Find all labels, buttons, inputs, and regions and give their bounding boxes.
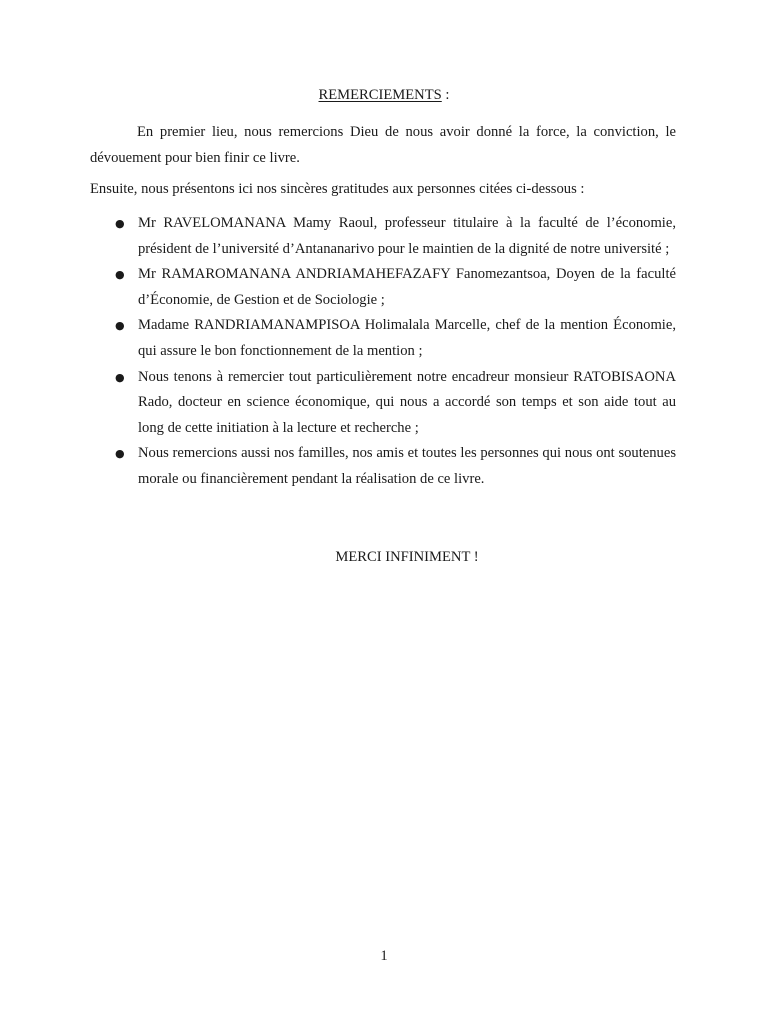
- list-item-text: Madame RANDRIAMANAMPISOA Holimalala Marcelle, chef de la mention Économie, qui assure le bon fonctionnement de la mention ;: [138, 317, 676, 359]
- intro-paragraph: En premier lieu, nous remercions Dieu de nous avoir donné la force, la conviction, le dévouement pour bien finir ce livre.: [90, 124, 676, 166]
- list-item-text: Nous remercions aussi nos familles, nos amis et toutes les personnes qui nous ont soutenues morale ou financièrement pendant la réalisation de ce livre.: [138, 445, 676, 487]
- list-item: [90, 313, 676, 364]
- title-colon: :: [441, 87, 450, 103]
- bullet-icon: ●: [115, 217, 125, 230]
- list-item-text: Mr RAVELOMANANA Mamy Raoul, professeur titulaire à la faculté de l’économie, président de l’université d’Antananarivo pour le maintien de la dignité de notre université ;: [138, 215, 676, 257]
- list-item: [90, 441, 676, 492]
- closing-text: MERCI INFINIMENT !: [335, 549, 479, 565]
- list-item-text: Nous tenons à remercier tout particulièrement notre encadreur monsieur RATOBISAONA Rado, docteur en science économique, qui nous a accordé son temps et son aide tout au long de cette initiation à la lecture et recherche ;: [138, 368, 676, 436]
- page-number: 1: [380, 948, 388, 964]
- list-item: [90, 262, 676, 313]
- list-item-text: Mr RAMAROMANANA ANDRIAMAHEFAZAFY Fanomezantsoa, Doyen de la faculté d’Économie, de Gestion et de Sociologie ;: [138, 266, 676, 308]
- bullet-icon: ●: [115, 268, 125, 282]
- bullet-icon: ●: [115, 370, 125, 384]
- list-item: [90, 211, 676, 262]
- bullet-icon: ●: [115, 447, 125, 461]
- title-text: REMERCIEMENTS: [318, 87, 442, 103]
- list-item: [90, 365, 676, 442]
- acknowledgement-list: [90, 211, 676, 493]
- bullet-icon: ●: [115, 319, 125, 333]
- gratitude-paragraph: Ensuite, nous présentons ici nos sincères gratitudes aux personnes citées ci-dessous :: [90, 181, 585, 197]
- page-title: [0, 85, 768, 105]
